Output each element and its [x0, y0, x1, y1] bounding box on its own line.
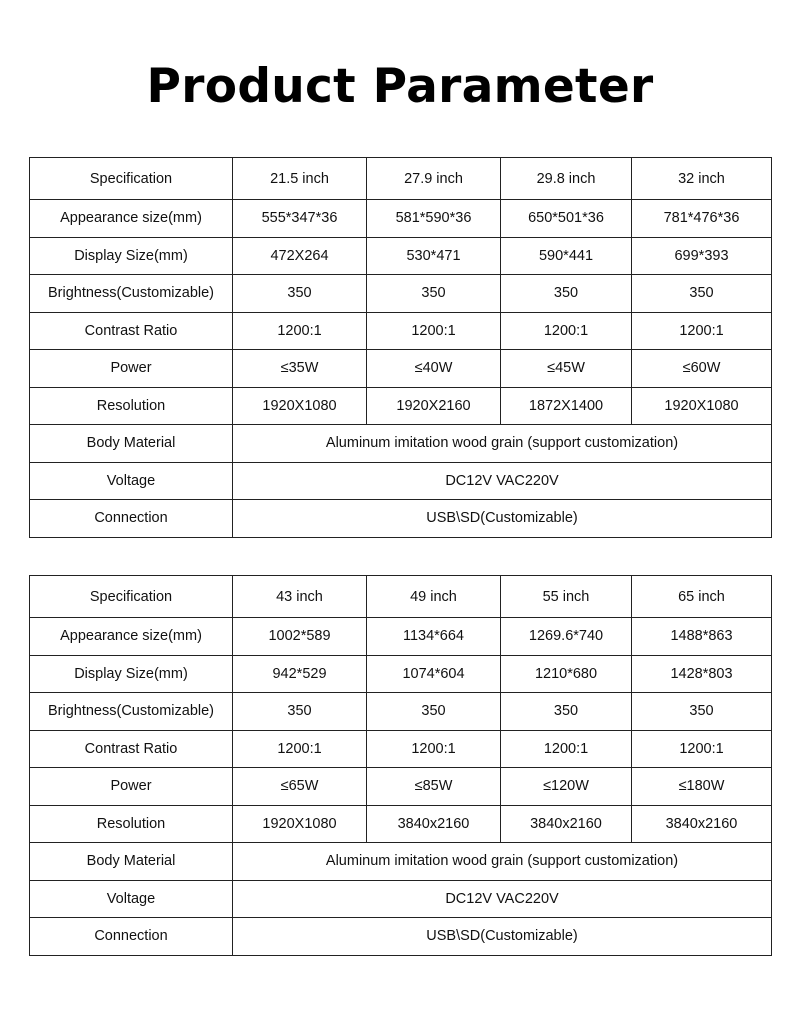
- header-cell: 32 inch: [632, 158, 772, 200]
- table-cell: 350: [367, 693, 501, 731]
- header-cell: 65 inch: [632, 576, 772, 618]
- table-row: [30, 693, 772, 731]
- table-row: [30, 805, 772, 843]
- table-cell: 1210*680: [501, 655, 632, 693]
- table-cell: 350: [501, 693, 632, 731]
- page-title: Product Parameter: [146, 59, 654, 114]
- row-label: Resolution: [30, 805, 233, 843]
- table-cell: ≤180W: [632, 768, 772, 806]
- table-row: [30, 500, 772, 538]
- table-cell: 530*471: [367, 237, 501, 275]
- header-cell: Specification: [30, 576, 233, 618]
- table-cell: 350: [632, 693, 772, 731]
- header-cell: 55 inch: [501, 576, 632, 618]
- row-label: Voltage: [30, 462, 233, 500]
- row-label: Body Material: [30, 843, 233, 881]
- header-cell: Specification: [30, 158, 233, 200]
- row-label: Brightness(Customizable): [30, 275, 233, 313]
- table-row: [30, 387, 772, 425]
- merged-cell: DC12V VAC220V: [233, 462, 772, 500]
- table-row: [30, 237, 772, 275]
- table-cell: 350: [233, 275, 367, 313]
- table-cell: 472X264: [233, 237, 367, 275]
- table-row: [30, 880, 772, 918]
- table-cell: 1200:1: [367, 312, 501, 350]
- row-label: Voltage: [30, 880, 233, 918]
- row-label: Power: [30, 768, 233, 806]
- row-label: Power: [30, 350, 233, 388]
- table-cell: 1002*589: [233, 618, 367, 656]
- table-cell: 350: [501, 275, 632, 313]
- table-cell: 350: [367, 275, 501, 313]
- table-cell: 590*441: [501, 237, 632, 275]
- table-cell: 1920X1080: [632, 387, 772, 425]
- row-label: Display Size(mm): [30, 655, 233, 693]
- header-cell: 43 inch: [233, 576, 367, 618]
- table-cell: 1428*803: [632, 655, 772, 693]
- table-cell: 3840x2160: [501, 805, 632, 843]
- table-cell: 699*393: [632, 237, 772, 275]
- row-label: Connection: [30, 500, 233, 538]
- table-cell: 350: [632, 275, 772, 313]
- table-header-row: [30, 576, 772, 618]
- header-cell: 27.9 inch: [367, 158, 501, 200]
- table-cell: 3840x2160: [632, 805, 772, 843]
- table-cell: 1074*604: [367, 655, 501, 693]
- row-label: Brightness(Customizable): [30, 693, 233, 731]
- row-label: Resolution: [30, 387, 233, 425]
- row-label: Contrast Ratio: [30, 312, 233, 350]
- table-row: [30, 200, 772, 238]
- table-cell: 650*501*36: [501, 200, 632, 238]
- table-row: [30, 655, 772, 693]
- row-label: Contrast Ratio: [30, 730, 233, 768]
- table-row: [30, 312, 772, 350]
- table-cell: ≤35W: [233, 350, 367, 388]
- table-cell: 1920X2160: [367, 387, 501, 425]
- table-row: [30, 768, 772, 806]
- table-cell: 1920X1080: [233, 387, 367, 425]
- table-cell: ≤85W: [367, 768, 501, 806]
- merged-cell: Aluminum imitation wood grain (support customization): [233, 843, 772, 881]
- table-row: [30, 275, 772, 313]
- table-cell: 1134*664: [367, 618, 501, 656]
- header-cell: 21.5 inch: [233, 158, 367, 200]
- table-cell: 1200:1: [501, 730, 632, 768]
- table-cell: 3840x2160: [367, 805, 501, 843]
- row-label: Appearance size(mm): [30, 618, 233, 656]
- table-header-row: [30, 158, 772, 200]
- table-row: [30, 730, 772, 768]
- table-cell: 350: [233, 693, 367, 731]
- merged-cell: DC12V VAC220V: [233, 880, 772, 918]
- table-row: [30, 918, 772, 956]
- table-row: [30, 425, 772, 463]
- header-cell: 29.8 inch: [501, 158, 632, 200]
- table-row: [30, 843, 772, 881]
- merged-cell: Aluminum imitation wood grain (support customization): [233, 425, 772, 463]
- table-cell: ≤45W: [501, 350, 632, 388]
- table-row: [30, 350, 772, 388]
- row-label: Connection: [30, 918, 233, 956]
- table-cell: 942*529: [233, 655, 367, 693]
- table-cell: ≤65W: [233, 768, 367, 806]
- table-cell: 781*476*36: [632, 200, 772, 238]
- merged-cell: USB\SD(Customizable): [233, 918, 772, 956]
- table-cell: 1200:1: [632, 312, 772, 350]
- table-cell: ≤60W: [632, 350, 772, 388]
- header-cell: 49 inch: [367, 576, 501, 618]
- table-cell: 581*590*36: [367, 200, 501, 238]
- table-cell: 1200:1: [632, 730, 772, 768]
- table-cell: 1872X1400: [501, 387, 632, 425]
- spec-table-2: [29, 575, 772, 956]
- row-label: Body Material: [30, 425, 233, 463]
- table-cell: 1488*863: [632, 618, 772, 656]
- table-cell: ≤40W: [367, 350, 501, 388]
- table-cell: 1200:1: [367, 730, 501, 768]
- table-cell: 1200:1: [233, 730, 367, 768]
- table-cell: 555*347*36: [233, 200, 367, 238]
- table-row: [30, 462, 772, 500]
- table-cell: 1200:1: [501, 312, 632, 350]
- table-row: [30, 618, 772, 656]
- table-cell: 1920X1080: [233, 805, 367, 843]
- table-cell: 1269.6*740: [501, 618, 632, 656]
- row-label: Display Size(mm): [30, 237, 233, 275]
- table-cell: 1200:1: [233, 312, 367, 350]
- spec-table-1: [29, 157, 772, 538]
- merged-cell: USB\SD(Customizable): [233, 500, 772, 538]
- row-label: Appearance size(mm): [30, 200, 233, 238]
- table-cell: ≤120W: [501, 768, 632, 806]
